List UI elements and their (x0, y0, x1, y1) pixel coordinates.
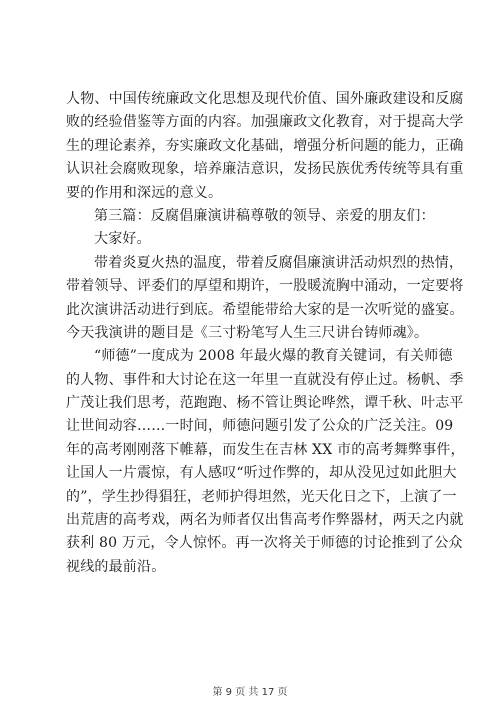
text-line: 视线的最前沿。 (66, 558, 166, 575)
text-line: 带着领导、评委们的厚望和期许，一股暖流胸中涌动，一定要将 (66, 278, 464, 295)
text-line: 让世间动容……一时间，师德问题引发了公众的广泛关注。09 (66, 418, 454, 435)
text-line: 败的经验借鉴等方面的内容。加强廉政文化教育，对于提高大学 (66, 114, 464, 131)
text-line: 今天我演讲的题目是《三寸粉笔写人生三尺讲台铸师魂》。 (66, 324, 429, 341)
text-line: 让国人一片震惊，有人感叹“听过作弊的，却从没见过如此胆大 (66, 465, 457, 482)
text-line: 的”，学生抄得猖狂，老师护得坦然，光天化日之下，上演了一 (66, 488, 457, 505)
text-line: 获利 80 万元，令人惊怀。再一次将关于师德的讨论推到了公众 (66, 535, 463, 552)
text-line: “师德”一度成为 2008 年最火爆的教育关键词，有关师德 (94, 348, 453, 365)
text-line: 此次演讲活动进行到底。希望能带给大家的是一次听觉的盛宴。 (66, 301, 464, 318)
document-body (66, 88, 465, 579)
text-line: 人物、中国传统廉政文化思想及现代价值、国外廉政建设和反腐 (66, 91, 464, 107)
text-line: 生的理论素养，夯实廉政文化基础，增强分析问题的能力，正确 (66, 137, 464, 154)
text-line: 的人物、事件和大讨论在这一年里一直就没有停止过。杨帆、季 (66, 371, 464, 388)
text-line: 广茂让我们思考，范跑跑、杨不管让舆论哗然，谭千秋、叶志平 (66, 395, 464, 412)
text-line: 年的高考刚刚落下帷幕，而发生在吉林 XX 市的高考舞弊事件， (66, 441, 465, 458)
text-line: 认识社会腐败现象，培养廉洁意识，发扬民族优秀传统等具有重 (66, 161, 464, 178)
page-footer: 第 9 页 共 17 页 (212, 687, 288, 698)
text-line: 第三篇：反腐倡廉演讲稿尊敬的领导、亲爱的朋友们： (94, 207, 435, 224)
text-line: 大家好。 (94, 231, 151, 248)
text-line: 出荒唐的高考戏，两名为师者仅出售高考作弊器材，两天之内就 (66, 512, 464, 529)
text-line: 要的作用和深远的意义。 (66, 184, 223, 201)
text-line: 带着炎夏火热的温度，带着反腐倡廉演讲活动炽烈的热情， (94, 254, 464, 271)
